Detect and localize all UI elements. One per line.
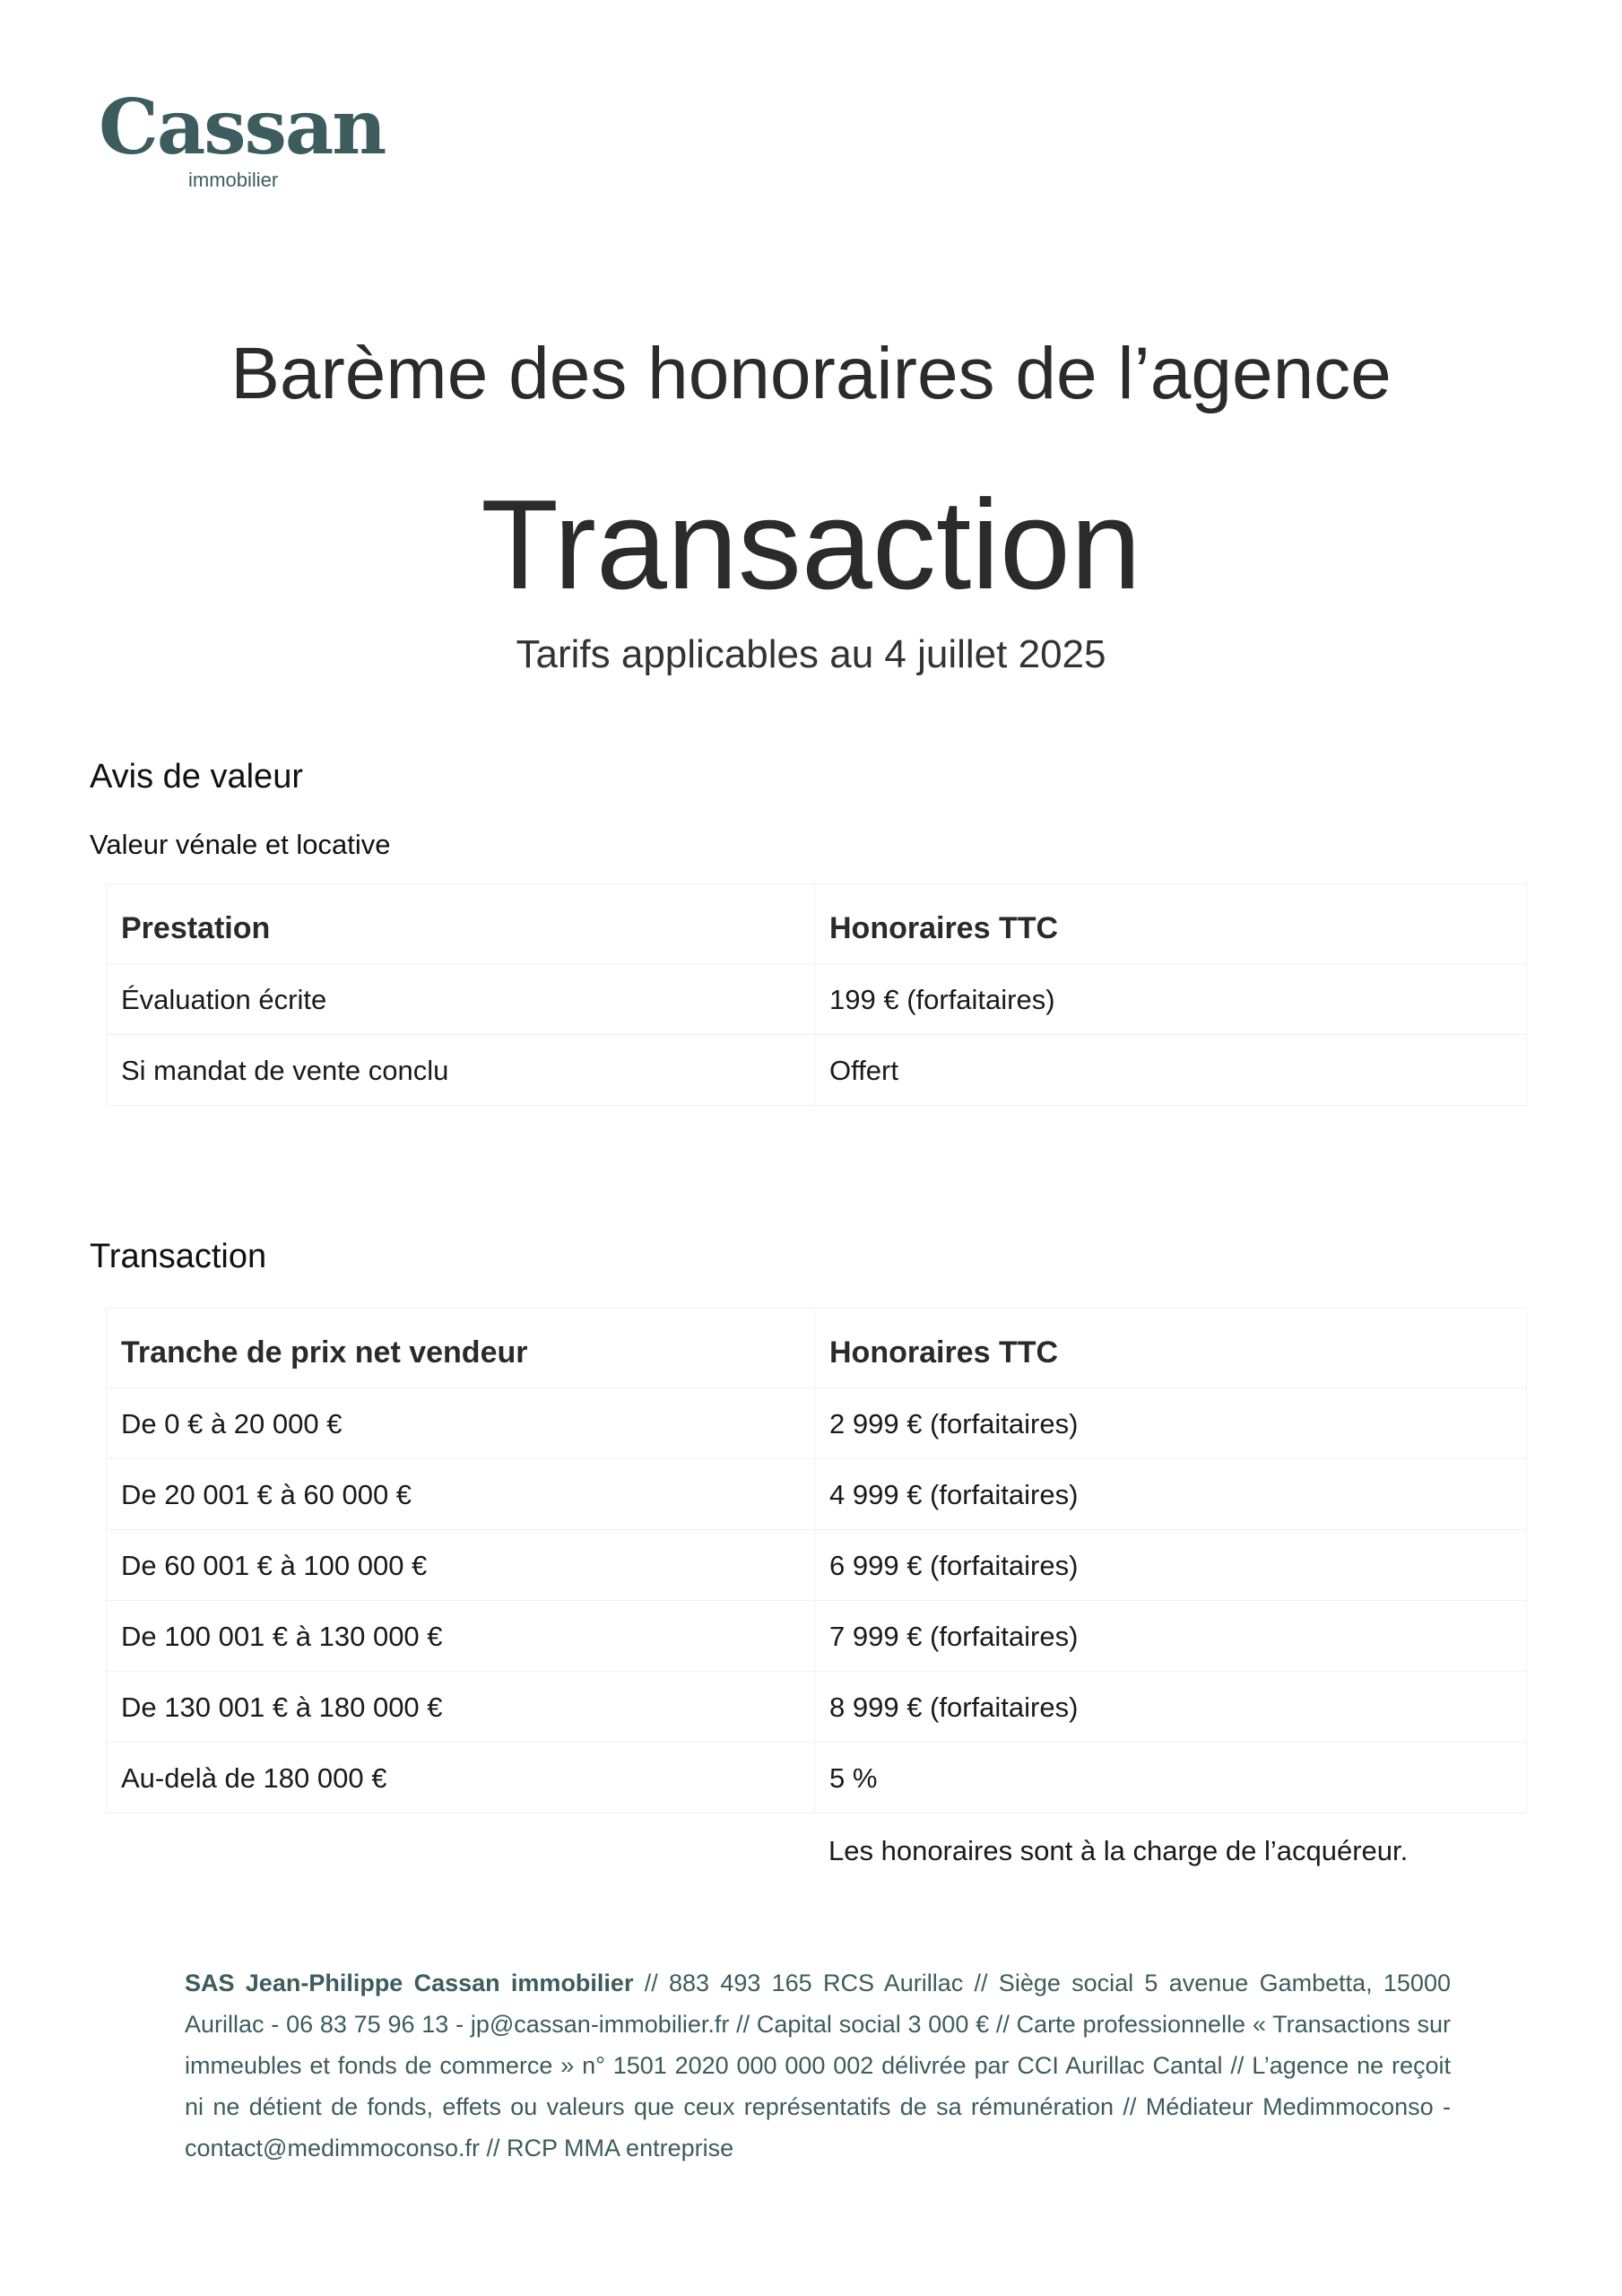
logo-subtitle: immobilier <box>188 169 279 191</box>
document-heading: Transaction <box>481 474 1141 616</box>
column-header: Prestation <box>107 884 815 964</box>
service-cell: Évaluation écrite <box>107 964 815 1035</box>
column-header: Tranche de prix net vendeur <box>107 1309 815 1388</box>
table-row <box>107 1035 1527 1106</box>
fee-cell: 7 999 € (forfaitaires) <box>815 1601 1527 1672</box>
price-range-cell: De 130 001 € à 180 000 € <box>107 1672 815 1743</box>
price-range-cell: De 0 € à 20 000 € <box>107 1388 815 1459</box>
table-row <box>107 964 1527 1035</box>
price-range-cell: De 60 001 € à 100 000 € <box>107 1530 815 1601</box>
table-row <box>107 1601 1527 1672</box>
fee-cell: 5 % <box>815 1743 1527 1813</box>
service-cell: Si mandat de vente conclu <box>107 1035 815 1106</box>
legal-footer <box>185 1962 1451 2169</box>
table-row <box>107 1530 1527 1601</box>
transaction-fee-table <box>106 1308 1527 1813</box>
table-row <box>107 1743 1527 1813</box>
column-header: Honoraires TTC <box>815 884 1527 964</box>
valuation-fee-table <box>106 883 1527 1106</box>
fee-cell: 4 999 € (forfaitaires) <box>815 1459 1527 1530</box>
table-header-row <box>107 1309 1527 1388</box>
logo-wordmark: Cassan <box>99 83 386 171</box>
document-title: Barème des honoraires de l’agence <box>230 333 1392 414</box>
valuation-section-title: Avis de valeur <box>90 758 303 796</box>
valuation-section-subtitle: Valeur vénale et locative <box>90 829 391 860</box>
table-header-row <box>107 884 1527 964</box>
fee-cell: 8 999 € (forfaitaires) <box>815 1672 1527 1743</box>
column-header: Honoraires TTC <box>815 1309 1527 1388</box>
effective-date: Tarifs applicables au 4 juillet 2025 <box>516 632 1106 676</box>
price-range-cell: Au-delà de 180 000 € <box>107 1743 815 1813</box>
fee-cell: 199 € (forfaitaires) <box>815 964 1527 1035</box>
table-row <box>107 1388 1527 1459</box>
fee-cell: Offert <box>815 1035 1527 1106</box>
table-row <box>107 1672 1527 1743</box>
table-row <box>107 1459 1527 1530</box>
price-range-cell: De 100 001 € à 130 000 € <box>107 1601 815 1672</box>
footer-company-name: SAS Jean-Philippe Cassan immobilier <box>185 1970 634 1996</box>
fee-cell: 2 999 € (forfaitaires) <box>815 1388 1527 1459</box>
transaction-section-title: Transaction <box>90 1238 267 1275</box>
fees-payer-note: Les honoraires sont à la charge de l’acquéreur. <box>828 1835 1409 1866</box>
company-logo <box>99 83 386 197</box>
price-range-cell: De 20 001 € à 60 000 € <box>107 1459 815 1530</box>
footer-legal-text: // 883 493 165 RCS Aurillac // Siège social 5 avenue Gambetta, 15000 Aurillac - 06 83 75 96 13 - jp@cassan-immobilier.fr // Capital social 3 000 € // Carte professionnelle « Transactions sur immeubles et fonds de commerce » n° 1501 2020 000 000 002 délivrée par CCI Aurillac Cantal // L’agence ne reçoit ni ne détient de fonds, effets ou valeurs que ceux représentatifs de sa rémunération // Médiateur Medimmoconso - contact@medimmoconso.fr // RCP MMA entreprise <box>185 1970 1451 2161</box>
fee-cell: 6 999 € (forfaitaires) <box>815 1530 1527 1601</box>
